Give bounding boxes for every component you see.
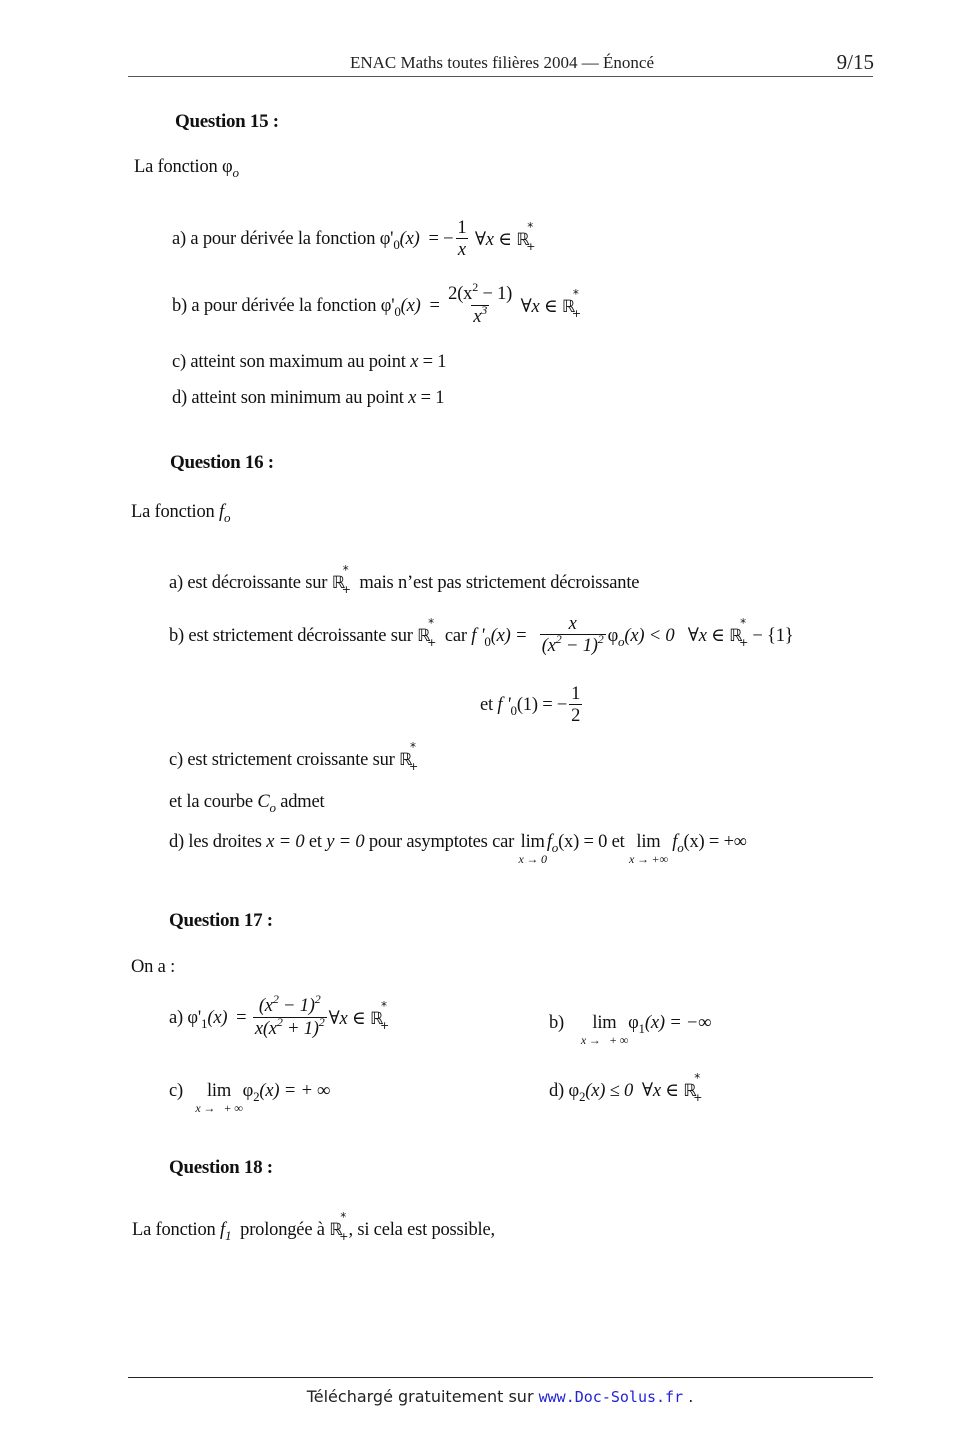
limit-at-infinity: lim x → +∞ (629, 832, 668, 866)
value: = 1 (420, 388, 445, 408)
option-b-label: b) a pour dérivée la fonction (172, 296, 377, 316)
fraction-1-over-x: $\frac{1}{x}$ (457, 218, 467, 260)
q17-option-a (169, 992, 389, 1041)
option-d-text: d) les droites (169, 832, 262, 852)
phi2-term: $\varphi_2(x)$ = + ∞ (242, 1081, 331, 1104)
footer-link[interactable]: www.Doc-Solus.fr (538, 1388, 684, 1406)
admet-word: admet (280, 792, 325, 812)
phi-o-symbol: $\varphi_o$ (222, 157, 239, 180)
f-o-symbol: $f_o$ (546, 832, 559, 855)
q18-text-end: , si cela est possible, (348, 1220, 495, 1240)
set-minus-one: − {1} (752, 625, 794, 646)
q17-option-d (549, 1071, 703, 1104)
limit-at-infinity: lim x → + ∞ (195, 1081, 243, 1115)
question-15-heading: Question 15 : (175, 111, 279, 132)
q16-intro (131, 502, 230, 523)
r-plus-star-symbol: ℝ * + (729, 616, 749, 649)
footer-rule (128, 1377, 873, 1378)
q16-intro-text: La fonction (131, 502, 215, 522)
fraction-derivative: $\frac{2(x^2 - 1)}{x^3}$ (448, 280, 513, 327)
running-header-title: ENAC Maths toutes filières 2004 — Énoncé (349, 53, 655, 72)
r-plus-star-symbol: ℝ * + (683, 1071, 703, 1104)
variable-x: x (410, 352, 419, 372)
forall-clause: ∀x ∈ (687, 626, 725, 646)
variable-x: x (408, 388, 417, 408)
q16-option-a (169, 563, 640, 596)
option-a-text-end: mais n’est pas strictement décroissante (359, 573, 640, 593)
r-plus-star-symbol: ℝ * + (399, 740, 419, 773)
footer (0, 1387, 980, 1406)
q15-intro (134, 157, 239, 178)
q17-intro: On a : (131, 957, 176, 977)
f-o-symbol: $f_o$ (219, 502, 231, 525)
q15-intro-text: La fonction (134, 157, 218, 177)
option-a-text: a) est décroissante sur (169, 573, 328, 593)
limit-at-zero: lim x → 0 (518, 832, 547, 866)
q15-option-a (172, 218, 536, 261)
q18-text-mid: prolongée à (240, 1220, 325, 1240)
et-word: et (480, 695, 493, 715)
minus-sign: − (443, 229, 454, 249)
footer-period: . (688, 1387, 694, 1406)
q17-option-c (169, 1081, 330, 1114)
curve-text: et la courbe (169, 792, 253, 812)
f-prime-lhs: f '$_0(x)$ = (471, 625, 528, 649)
forall-clause: ∀x ∈ (641, 1081, 679, 1101)
forall-clause: ∀x ∈ (328, 1008, 366, 1029)
r-plus-star-symbol: ℝ * + (331, 563, 351, 596)
header-rule (128, 76, 873, 77)
footer-text: Téléchargé gratuitement sur (306, 1387, 534, 1406)
option-b-label: b) (549, 1013, 565, 1033)
option-c-label: c) (169, 1081, 183, 1101)
forall-clause: ∀x ∈ (474, 229, 512, 250)
r-plus-star-symbol: ℝ * + (417, 616, 437, 649)
q16-option-c (169, 740, 419, 773)
limit-at-infinity: lim x → + ∞ (580, 1013, 629, 1047)
question-17-heading: Question 17 : (169, 910, 273, 931)
car-word: car (444, 625, 467, 646)
q18-intro (132, 1210, 495, 1243)
option-c-label: c) atteint son maximum au point (172, 352, 406, 372)
question-18-heading: Question 18 : (169, 1157, 273, 1178)
option-c-text: c) est strictement croissante sur (169, 750, 395, 770)
limit-value-infinity: (x) = +∞ (683, 832, 747, 852)
q16-option-b (169, 614, 793, 658)
minus-sign: − (556, 695, 568, 715)
forall-clause: ∀x ∈ (520, 296, 558, 317)
q15-option-b (172, 280, 581, 329)
asymptote-x: x = 0 (266, 832, 305, 852)
phi2-term: $\varphi_2(x) \le 0$ (568, 1081, 634, 1104)
fraction-one-half: $\frac{1}{2}$ (571, 684, 581, 726)
question-16-heading: Question 16 : (170, 452, 274, 473)
r-plus-star-symbol: ℝ * + (369, 998, 389, 1032)
option-d-label: d) (549, 1081, 565, 1101)
et-word: et (308, 832, 322, 852)
derivative-lhs: $\varphi'_0(x)$ (380, 296, 421, 319)
asymptote-y: y = 0 (326, 832, 365, 852)
phi-o-term: $\varphi_o(x) < 0$ (607, 625, 675, 649)
q16-option-d (169, 832, 747, 865)
equals: = (429, 296, 440, 316)
option-b-text: b) est strictement décroissante sur (169, 625, 413, 646)
q18-text: La fonction (132, 1220, 216, 1240)
equals: = (236, 1008, 247, 1028)
fraction-x-over-square: $\frac{x}{(x^2 - 1)^2}$ (541, 614, 604, 656)
phi1-prime-lhs: $\varphi'_1(x)$ (187, 1008, 228, 1031)
f-prime-at-1: f '$_0(1)$ = (497, 695, 553, 718)
r-plus-star-symbol: ℝ * + (329, 1210, 349, 1243)
fraction-phi1-derivative: $\frac{(x^2 - 1)^2}{x(x^2 + 1)^2}$ (254, 992, 325, 1039)
derivative-lhs: $\varphi'_0(x)$ (379, 229, 420, 252)
phi1-term: $\varphi_1(x)$ = −∞ (628, 1013, 712, 1036)
equals: = (428, 229, 439, 249)
asymptote-reason: pour asymptotes car (368, 832, 515, 852)
limit-value-zero: (x) = 0 (558, 832, 608, 852)
q15-option-c (172, 352, 446, 373)
value: = 1 (422, 352, 447, 372)
q17-option-b (549, 1013, 711, 1046)
c-o-symbol: $C_o$ (257, 792, 276, 815)
f1-symbol: $f_1$ (220, 1220, 232, 1243)
option-a-label: a) (169, 1008, 183, 1028)
r-plus-star-symbol: ℝ * + (561, 286, 581, 320)
option-d-label: d) atteint son minimum au point (172, 388, 404, 408)
option-a-label: a) a pour dérivée la fonction (172, 229, 376, 249)
page-number: 9/15 (836, 50, 874, 74)
q16-option-b-cont (480, 684, 584, 727)
q15-option-d (172, 388, 444, 409)
q16-curve-sentence (169, 792, 324, 813)
et-word: et (611, 832, 625, 852)
r-plus-star-symbol: ℝ * + (516, 219, 536, 253)
f-o-symbol: $f_o$ (672, 832, 684, 855)
